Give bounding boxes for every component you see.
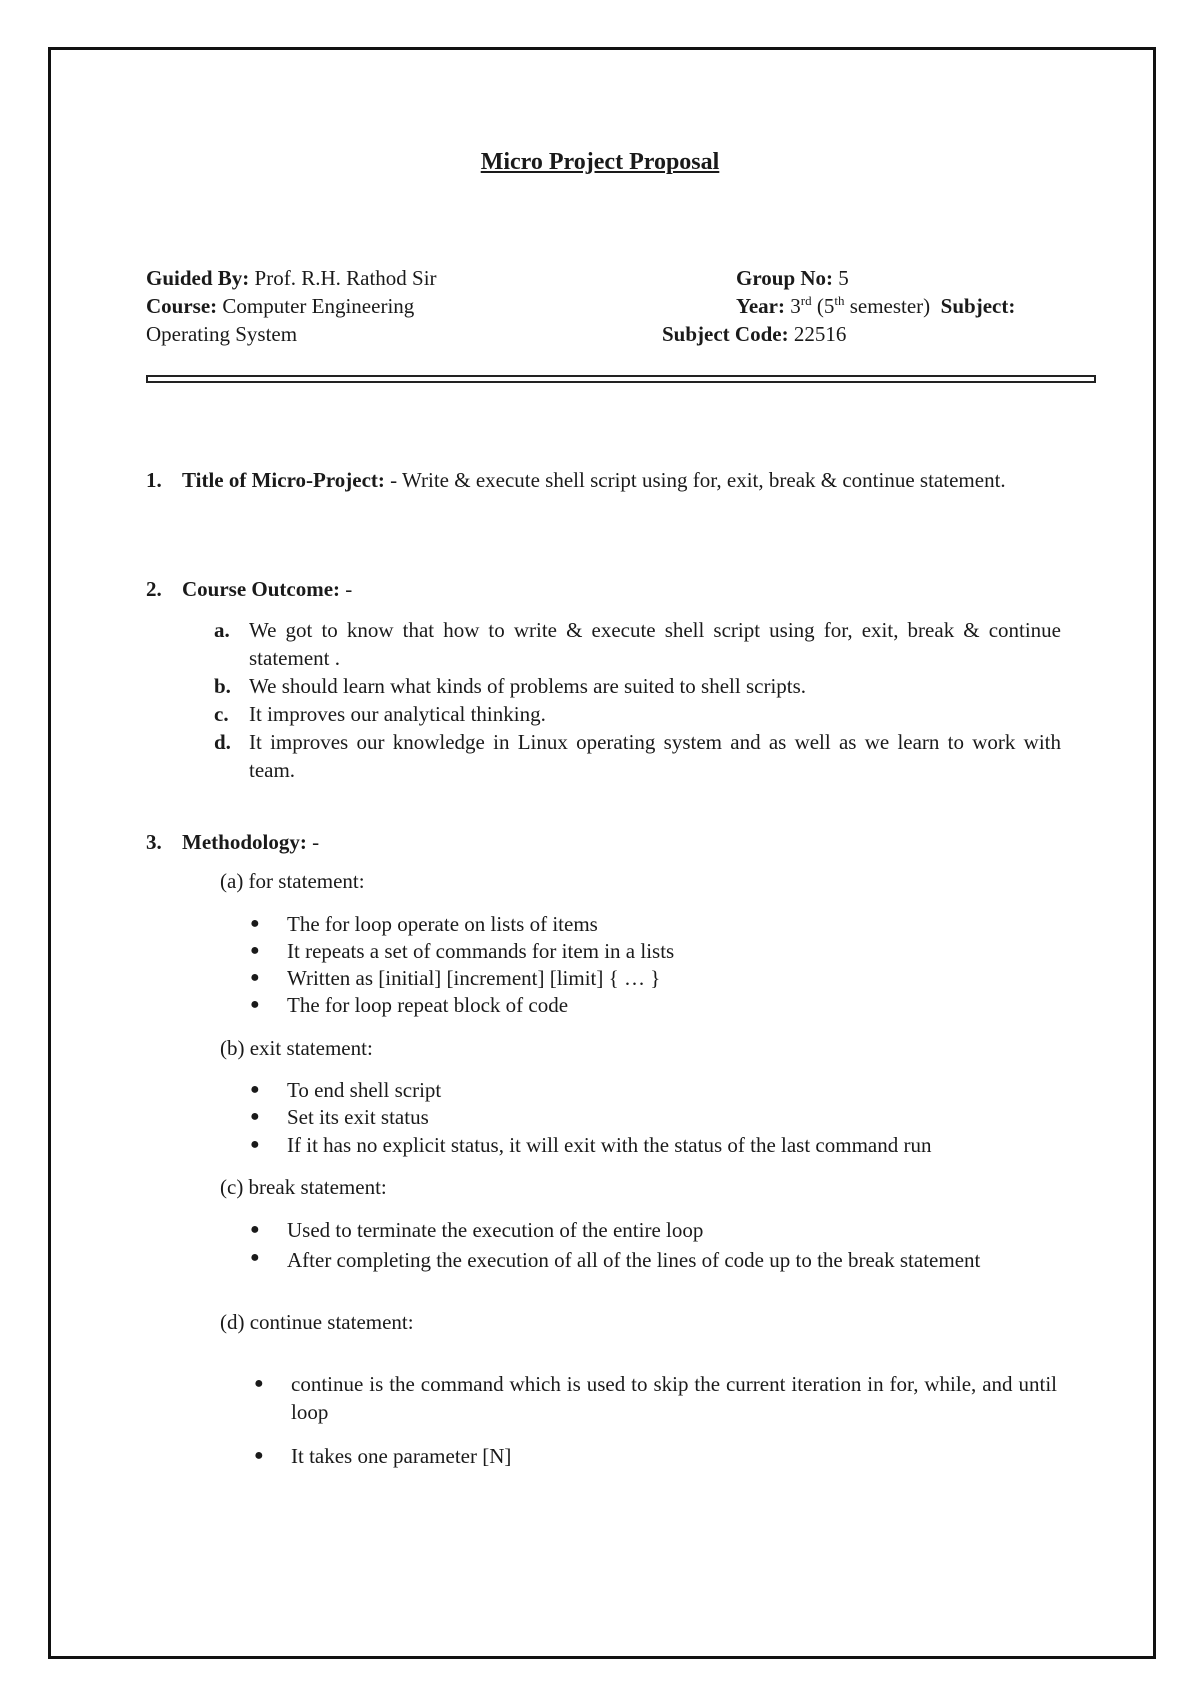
guided-by-label: Guided By: bbox=[146, 266, 250, 290]
subsection-d-label: (d) continue statement: bbox=[220, 1310, 414, 1334]
guided-by bbox=[146, 266, 437, 290]
bullet-icon: ● bbox=[250, 996, 260, 1013]
list-item: Used to terminate the execution of the entire loop bbox=[287, 1218, 704, 1242]
outcome-marker: b. bbox=[214, 674, 231, 698]
group-value: 5 bbox=[838, 266, 849, 290]
course bbox=[146, 294, 414, 318]
list-item: Set its exit status bbox=[287, 1105, 429, 1129]
section-2-dash: - bbox=[345, 577, 353, 601]
subsection-a-label: (a) for statement: bbox=[220, 869, 365, 893]
section-2-heading: Course Outcome: bbox=[182, 577, 341, 601]
bullet-icon: ● bbox=[250, 1136, 260, 1153]
list-item: The for loop operate on lists of items bbox=[287, 912, 598, 936]
bullet-icon: ● bbox=[250, 915, 260, 932]
subject-label: Subject: bbox=[940, 294, 1016, 318]
section-1-heading: Title of Micro-Project: bbox=[182, 468, 385, 492]
bullet-icon: ● bbox=[250, 969, 260, 986]
bullet-icon: ● bbox=[250, 1108, 260, 1125]
list-item: The for loop repeat block of code bbox=[287, 993, 569, 1017]
year-sup: rd bbox=[800, 293, 812, 308]
subject-value: Operating System bbox=[146, 322, 298, 346]
subject-code bbox=[662, 322, 846, 346]
group-label: Group No: bbox=[736, 266, 834, 290]
semester-sup: th bbox=[834, 293, 845, 308]
section-1-text: - Write & execute shell script using for, exit, break & continue statement. bbox=[390, 468, 1006, 492]
section-1-paragraph bbox=[182, 466, 1060, 494]
bullet-icon: ● bbox=[254, 1447, 264, 1464]
course-value: Computer Engineering bbox=[222, 294, 415, 318]
subsection-c-label: (c) break statement: bbox=[220, 1175, 387, 1199]
course-label: Course: bbox=[146, 294, 218, 318]
outcome-marker: a. bbox=[214, 618, 230, 642]
subject-code-value: 22516 bbox=[793, 322, 847, 346]
section-2-number: 2. bbox=[146, 577, 162, 601]
outcome-marker: c. bbox=[214, 702, 229, 726]
year bbox=[736, 294, 1015, 318]
list-item: If it has no explicit status, it will exit with the status of the last command run bbox=[287, 1133, 932, 1157]
outcome-item: It improves our knowledge in Linux operating system and as well as we learn to work with team. bbox=[249, 730, 1061, 782]
section-3-heading: Methodology: bbox=[182, 830, 307, 854]
list-item: It takes one parameter [N] bbox=[291, 1444, 512, 1468]
outcome-item: It improves our analytical thinking. bbox=[249, 702, 546, 726]
list-item: To end shell script bbox=[287, 1078, 442, 1102]
bullet-icon: ● bbox=[250, 942, 260, 959]
subsection-b-label: (b) exit statement: bbox=[220, 1036, 373, 1060]
section-3-title bbox=[182, 830, 319, 854]
guided-by-value: Prof. R.H. Rathod Sir bbox=[254, 266, 437, 290]
group-no bbox=[736, 266, 849, 290]
section-3-dash: - bbox=[312, 830, 320, 854]
year-label: Year: bbox=[736, 294, 785, 318]
section-3-number: 3. bbox=[146, 830, 162, 854]
bullet-icon: ● bbox=[250, 1221, 260, 1238]
double-rule-divider bbox=[146, 375, 1096, 383]
outcome-item: We should learn what kinds of problems are suited to shell scripts. bbox=[249, 674, 807, 698]
semester-rest: semester) bbox=[849, 294, 931, 318]
page-title: Micro Project Proposal bbox=[480, 149, 720, 175]
outcome-item: We got to know that how to write & execute shell script using for, exit, break & continue statement . bbox=[249, 618, 1061, 670]
bullet-icon: ● bbox=[250, 1249, 260, 1266]
section-2-title bbox=[182, 577, 352, 601]
outcome-marker: d. bbox=[214, 730, 231, 754]
bullet-icon: ● bbox=[250, 1081, 260, 1098]
section-1-number: 1. bbox=[146, 468, 162, 492]
year-value: 3 bbox=[790, 294, 801, 318]
subject-code-label: Subject Code: bbox=[662, 322, 789, 346]
bullet-icon: ● bbox=[254, 1375, 264, 1392]
list-item: It repeats a set of commands for item in a lists bbox=[287, 939, 675, 963]
list-item: After completing the execution of all of the lines of code up to the break statement bbox=[287, 1248, 981, 1272]
list-item: continue is the command which is used to skip the current iteration in for, while, and until loop bbox=[291, 1372, 1057, 1424]
list-item: Written as [initial] [increment] [limit] { … } bbox=[287, 966, 661, 990]
semester-open: (5 bbox=[816, 294, 835, 318]
